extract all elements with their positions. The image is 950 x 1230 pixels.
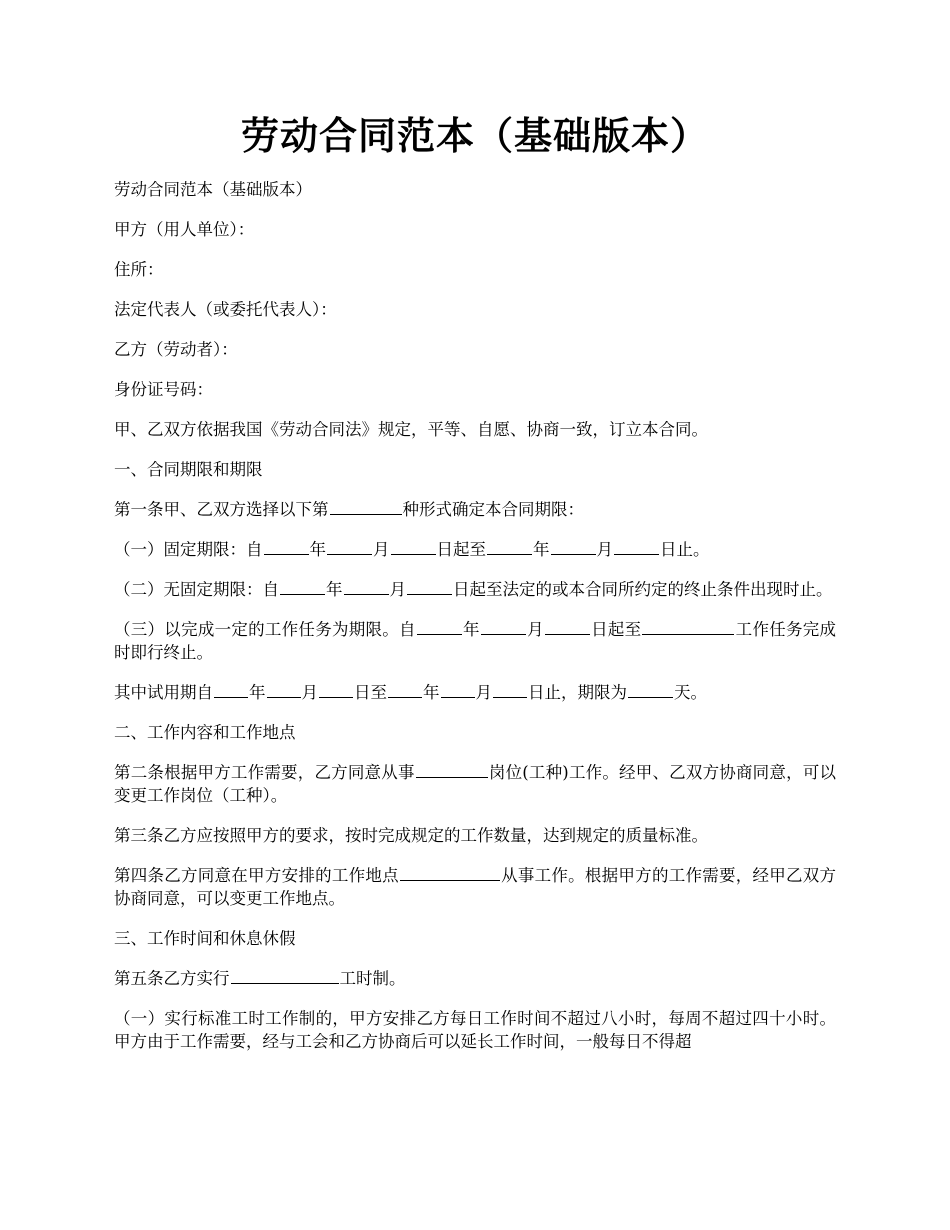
fill-blank: [264, 538, 309, 555]
id-number-line: 身份证号码：: [114, 380, 213, 399]
fill-blank: [642, 618, 734, 635]
party-a-line: 甲方（用人单位）：: [114, 220, 255, 239]
fill-blank: [416, 761, 488, 778]
text-segment: 工时制。: [339, 969, 406, 988]
preamble-paragraph: 甲、乙双方依据我国《劳动合同法》规定，平等、自愿、协商一致，订立本合同。: [114, 420, 708, 439]
section-heading-term: 一、合同期限和期限: [114, 460, 263, 479]
text-segment: 第四条乙方同意在甲方安排的工作地点: [114, 866, 399, 885]
fill-blank: [231, 967, 339, 984]
text-segment: 日起至法定的或本合同所约定的终止条件出现时止。: [453, 580, 833, 599]
clause-fixed-term: [114, 538, 836, 561]
fill-blank: [280, 578, 325, 595]
text-segment: 年: [249, 683, 266, 702]
fill-blank: [487, 538, 532, 555]
document-title: 劳动合同范本（基础版本）: [240, 113, 709, 158]
text-segment: 岗位(工种)工作。经甲、乙双方协商同意，可以变更工作岗位（工种）。: [114, 763, 836, 805]
article-1: [114, 498, 836, 521]
text-segment: 月: [389, 580, 406, 599]
fill-blank: [493, 681, 527, 698]
fill-blank: [327, 538, 372, 555]
paragraph-heading-repeat: 劳动合同范本（基础版本）: [114, 180, 312, 199]
clause-open-term: [114, 578, 836, 601]
text-segment: 年: [309, 540, 326, 559]
text-segment: 月: [526, 620, 544, 639]
text-segment: 年: [326, 580, 343, 599]
fill-blank: [400, 864, 500, 881]
legal-representative-line: 法定代表人（或委托代表人）：: [114, 300, 337, 319]
fill-blank: [407, 578, 452, 595]
text-segment: 第二条根据甲方工作需要，乙方同意从事: [114, 763, 415, 782]
text-segment: （三）以完成一定的工作任务为期限。自: [114, 620, 416, 639]
address-line: 住所：: [114, 260, 164, 279]
fill-blank: [551, 538, 596, 555]
text-segment: 月: [373, 540, 390, 559]
fill-blank: [388, 681, 422, 698]
document-body: [114, 178, 836, 1070]
text-segment: 第一条甲、乙双方选择以下第: [114, 500, 329, 519]
text-segment: 日止。: [660, 540, 710, 559]
text-segment: 月: [301, 683, 318, 702]
text-segment: 日起至: [590, 620, 642, 639]
text-segment: 天。: [674, 683, 707, 702]
section-heading-work: 二、工作内容和工作地点: [114, 723, 296, 742]
text-segment: 年: [533, 540, 550, 559]
fill-blank: [391, 538, 436, 555]
text-segment: 日起至: [436, 540, 486, 559]
fill-blank: [330, 498, 402, 515]
fill-blank: [417, 618, 462, 635]
fill-blank: [214, 681, 248, 698]
fill-blank: [319, 681, 353, 698]
probation-period-line: [114, 681, 836, 704]
text-segment: 从事工作。根据甲方的工作需要，经甲乙双方协商同意，可以变更工作地点。: [114, 866, 837, 908]
article-2: [114, 761, 836, 807]
clause-task-term: [114, 618, 836, 664]
article-4: [114, 864, 836, 910]
text-segment: 其中试用期自: [114, 683, 213, 702]
fill-blank: [545, 618, 590, 635]
text-segment: （一）固定期限：自: [114, 540, 263, 559]
article-5: [114, 967, 836, 990]
text-segment: 日至: [354, 683, 387, 702]
text-segment: 年: [423, 683, 440, 702]
fill-blank: [481, 618, 526, 635]
fill-blank: [344, 578, 389, 595]
text-segment: 年: [462, 620, 480, 639]
party-b-line: 乙方（劳动者）：: [114, 340, 238, 359]
text-segment: 第五条乙方实行: [114, 969, 230, 988]
clause-standard-hours: （一）实行标准工时工作制的，甲方安排乙方每日工作时间不超过八小时，每周不超过四十小时。甲方由于工作需要，经与工会和乙方协商后可以延长工作时间，一般每日不得超: [114, 1009, 836, 1051]
text-segment: 月: [596, 540, 613, 559]
text-segment: （二）无固定期限：自: [114, 580, 279, 599]
fill-blank: [628, 681, 673, 698]
text-segment: 日止，期限为: [528, 683, 627, 702]
fill-blank: [441, 681, 475, 698]
text-segment: 工作任务完成时即行终止。: [114, 620, 836, 662]
text-segment: 月: [475, 683, 492, 702]
fill-blank: [267, 681, 301, 698]
text-segment: 种形式确定本合同期限：: [402, 500, 584, 519]
fill-blank: [614, 538, 659, 555]
article-3: 第三条乙方应按照甲方的要求，按时完成规定的工作数量，达到规定的质量标准。: [114, 826, 708, 845]
section-heading-hours: 三、工作时间和休息休假: [114, 929, 296, 948]
